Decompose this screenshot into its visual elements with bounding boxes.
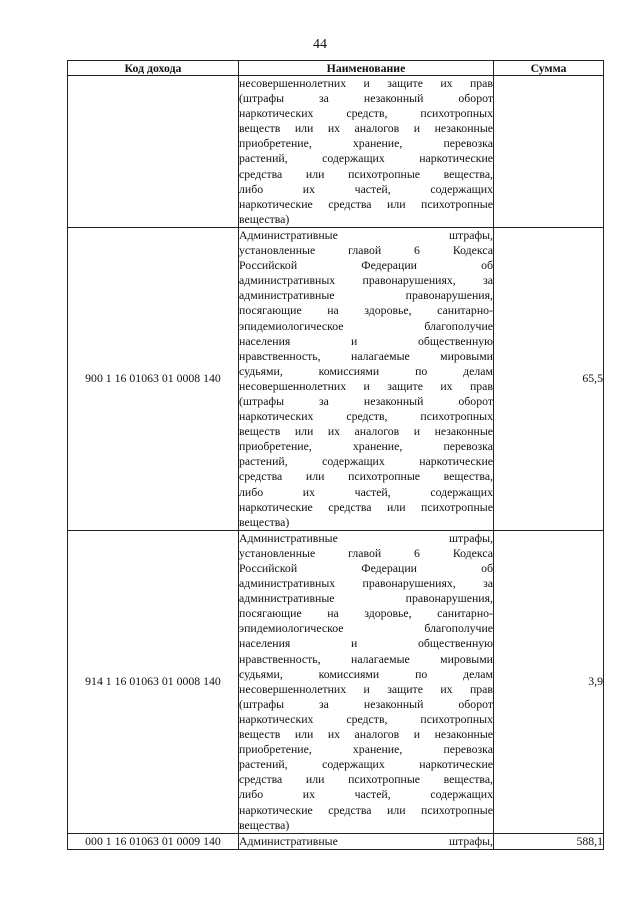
name-line: веществ или их аналогов и незаконные bbox=[239, 121, 493, 136]
name-line: нравственность, налагаемые мировыми bbox=[239, 651, 493, 666]
name-line: населения и общественную bbox=[239, 333, 493, 348]
name-line: Административные штрафы, bbox=[239, 227, 493, 242]
name-line: вещества) bbox=[239, 514, 290, 529]
header-code: Код дохода bbox=[68, 61, 239, 76]
name-line: посягающие на здоровье, санитарно- bbox=[239, 606, 493, 621]
name-line: наркотических средств, психотропных bbox=[239, 409, 493, 424]
header-sum: Сумма bbox=[494, 61, 604, 76]
name-line: установленные главой 6 Кодекса bbox=[239, 545, 493, 560]
name-line: несовершеннолетних и защите их прав bbox=[239, 378, 493, 393]
table-row bbox=[68, 530, 604, 833]
name-line: несовершеннолетних и защите их прав bbox=[239, 76, 493, 90]
name-line: приобретение, хранение, перевозка bbox=[239, 439, 493, 454]
name-line: Административные штрафы, bbox=[239, 833, 493, 848]
name-line: Российской Федерации об bbox=[239, 561, 493, 575]
name-line: посягающие на здоровье, санитарно- bbox=[239, 303, 493, 318]
name-line: вещества) bbox=[239, 817, 290, 832]
name-line: (штрафы за незаконный оборот bbox=[239, 696, 493, 711]
name-line: либо их частей, содержащих bbox=[239, 787, 493, 802]
name-line: веществ или их аналогов и незаконные bbox=[239, 424, 493, 439]
name-line: вещества) bbox=[239, 211, 290, 226]
name-line: средства или психотропные вещества, bbox=[239, 469, 493, 484]
income-name-cell bbox=[239, 76, 494, 228]
name-line: средства или психотропные вещества, bbox=[239, 772, 493, 787]
name-line: приобретение, хранение, перевозка bbox=[239, 136, 493, 151]
income-code-cell: 000 1 16 01063 01 0009 140 bbox=[68, 833, 239, 849]
income-code-cell: 900 1 16 01063 01 0008 140 bbox=[68, 227, 239, 530]
name-line: наркотические средства или психотропные bbox=[239, 802, 493, 817]
income-name-cell bbox=[239, 227, 494, 530]
income-sum-cell: 3,9 bbox=[494, 530, 604, 833]
name-line: Административные штрафы, bbox=[239, 530, 493, 545]
name-line: эпидемиологическое благополучие bbox=[239, 621, 493, 636]
name-line: растений, содержащих наркотические bbox=[239, 454, 493, 469]
page-number: 44 bbox=[313, 37, 327, 52]
name-line: либо их частей, содержащих bbox=[239, 181, 493, 196]
name-line: наркотические средства или психотропные bbox=[239, 196, 493, 211]
name-line: (штрафы за незаконный оборот bbox=[239, 91, 493, 106]
table-header-row bbox=[68, 61, 604, 76]
name-line: эпидемиологическое благополучие bbox=[239, 318, 493, 333]
table-row bbox=[68, 833, 604, 849]
income-name-cell bbox=[239, 833, 494, 849]
income-table bbox=[67, 60, 604, 850]
income-sum-cell bbox=[494, 76, 604, 228]
income-sum-cell: 65,5 bbox=[494, 227, 604, 530]
name-line: судьями, комиссиями по делам bbox=[239, 363, 493, 378]
name-line: наркотических средств, психотропных bbox=[239, 711, 493, 726]
name-line: приобретение, хранение, перевозка bbox=[239, 742, 493, 757]
name-line: (штрафы за незаконный оборот bbox=[239, 393, 493, 408]
name-line: установленные главой 6 Кодекса bbox=[239, 243, 493, 258]
name-line: административные правонарушения, bbox=[239, 288, 493, 303]
name-line: административные правонарушения, bbox=[239, 591, 493, 606]
income-sum-cell: 588,1 bbox=[494, 833, 604, 849]
name-line: наркотические средства или психотропные bbox=[239, 499, 493, 514]
income-name-cell bbox=[239, 530, 494, 833]
name-line: судьями, комиссиями по делам bbox=[239, 666, 493, 681]
name-line: несовершеннолетних и защите их прав bbox=[239, 681, 493, 696]
name-line: веществ или их аналогов и незаконные bbox=[239, 727, 493, 742]
name-line: растений, содержащих наркотические bbox=[239, 757, 493, 772]
header-name: Наименование bbox=[239, 61, 494, 76]
name-line: средства или психотропные вещества, bbox=[239, 166, 493, 181]
table-row bbox=[68, 76, 604, 228]
name-line: административных правонарушениях, за bbox=[239, 273, 493, 288]
name-line: растений, содержащих наркотические bbox=[239, 151, 493, 166]
name-line: Российской Федерации об bbox=[239, 258, 493, 273]
name-line: административных правонарушениях, за bbox=[239, 576, 493, 591]
name-line: либо их частей, содержащих bbox=[239, 484, 493, 499]
income-code-cell bbox=[68, 76, 239, 228]
income-code-cell: 914 1 16 01063 01 0008 140 bbox=[68, 530, 239, 833]
name-line: нравственность, налагаемые мировыми bbox=[239, 348, 493, 363]
name-line: населения и общественную bbox=[239, 636, 493, 651]
table-row bbox=[68, 227, 604, 530]
name-line: наркотических средств, психотропных bbox=[239, 106, 493, 121]
